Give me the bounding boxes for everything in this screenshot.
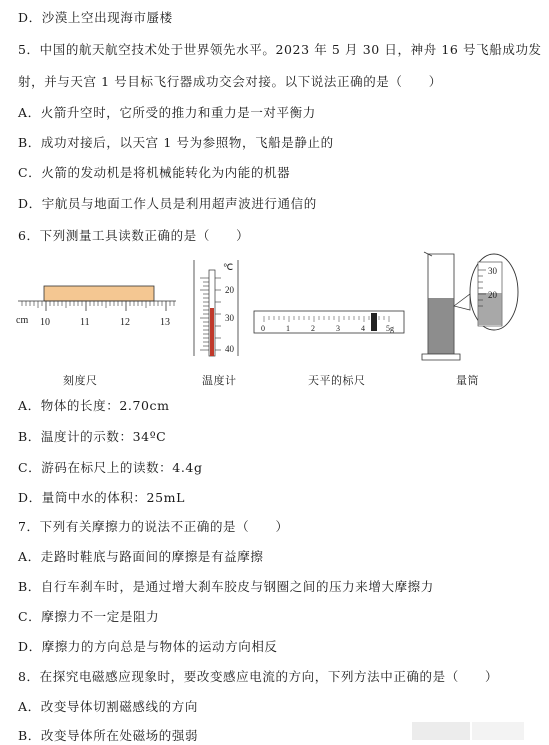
q4-option-d: D．沙漠上空出现海市蜃楼 — [18, 10, 173, 25]
scale-tick-label-4: 4 — [361, 324, 365, 333]
thermometer-tick-label-30: 30 — [225, 313, 234, 323]
zoom-bubble-pointer — [454, 294, 470, 310]
scale-tick-label-1: 1 — [286, 324, 290, 333]
thermometer-figure — [190, 258, 248, 358]
q5-option-c: C．火箭的发动机是将机械能转化为内能的机器 — [18, 165, 291, 180]
scale-tick-label-2: 2 — [311, 324, 315, 333]
cylinder-caption: 量筒 — [456, 374, 479, 387]
q5-stem-line1: 5．中国的航天航空技术处于世界领先水平。2023 年 5 月 30 日，神舟 16 号飞船成功发 — [18, 42, 542, 57]
q6-option-d: D．量筒中水的体积：25mL — [18, 490, 185, 505]
cylinder-tick-label-30: 30 — [488, 266, 497, 276]
q7-option-a: A．走路时鞋底与路面间的摩擦是有益摩擦 — [18, 549, 264, 564]
thermometer-liquid — [210, 308, 214, 356]
scale-bar — [254, 311, 404, 333]
q7-option-b: B．自行车刹车时，是通过增大刹车胶皮与钢圈之间的压力来增大摩擦力 — [18, 579, 434, 594]
balance-scale-figure — [252, 308, 408, 338]
scale-tick-label-0: 0 — [261, 324, 265, 333]
balance-scale-caption: 天平的标尺 — [308, 374, 366, 387]
ruler-tick-label-11: 11 — [80, 317, 90, 328]
q8-option-b: B．改变导体所在处磁场的强弱 — [18, 728, 199, 743]
ruler-minor-ticks — [22, 301, 174, 308]
blurred-region-left — [412, 722, 470, 740]
thermometer-tick-label-40: 40 — [225, 344, 234, 354]
ruler-tick-label-10: 10 — [40, 317, 50, 328]
q5-option-d: D．宇航员与地面工作人员是利用超声波进行通信的 — [18, 196, 317, 211]
thermometer-caption: 温度计 — [202, 374, 237, 387]
q6-stem: 6．下列测量工具读数正确的是（ ） — [18, 228, 250, 243]
thermometer-tick-label-20: 20 — [225, 285, 234, 295]
q6-option-b: B．温度计的示数：34ºC — [18, 429, 167, 444]
cylinder-base — [422, 354, 460, 360]
scale-tick-label-5g: 5g — [386, 324, 394, 333]
q7-stem: 7．下列有关摩擦力的说法不正确的是（ ） — [18, 519, 289, 534]
cylinder-water — [429, 298, 454, 354]
q7-option-c: C．摩擦力不一定是阻力 — [18, 609, 160, 624]
q6-option-a: A．物体的长度：2.70cm — [18, 398, 170, 413]
q5-option-a: A．火箭升空时，它所受的推力和重力是一对平衡力 — [18, 105, 316, 120]
ruler-figure — [14, 278, 179, 333]
ruler-object — [44, 286, 154, 301]
q5-option-b: B．成功对接后，以天宫 1 号为参照物，飞船是静止的 — [18, 135, 334, 150]
ruler-tick-label-13: 13 — [160, 317, 170, 328]
ruler-tick-label-12: 12 — [120, 317, 130, 328]
cylinder-tick-label-20: 20 — [488, 290, 497, 300]
blurred-region-right — [472, 722, 524, 740]
q7-option-d: D．摩擦力的方向总是与物体的运动方向相反 — [18, 639, 278, 654]
scale-tick-label-3: 3 — [336, 324, 340, 333]
q5-stem-line2: 射，并与天宫 1 号目标飞行器成功交会对接。以下说法正确的是（ ） — [18, 74, 442, 89]
q6-option-c: C．游码在标尺上的读数：4.4g — [18, 460, 203, 475]
thermometer-unit-label: ℃ — [223, 262, 234, 272]
ruler-unit-label: cm — [16, 315, 29, 326]
ruler-caption: 刻度尺 — [63, 374, 98, 387]
scale-rider — [371, 313, 377, 331]
q8-option-a: A．改变导体切割磁感线的方向 — [18, 699, 198, 714]
cylinder-figure — [418, 248, 528, 366]
q8-stem: 8．在探究电磁感应现象时，要改变感应电流的方向，下列方法中正确的是（ ） — [18, 669, 499, 684]
